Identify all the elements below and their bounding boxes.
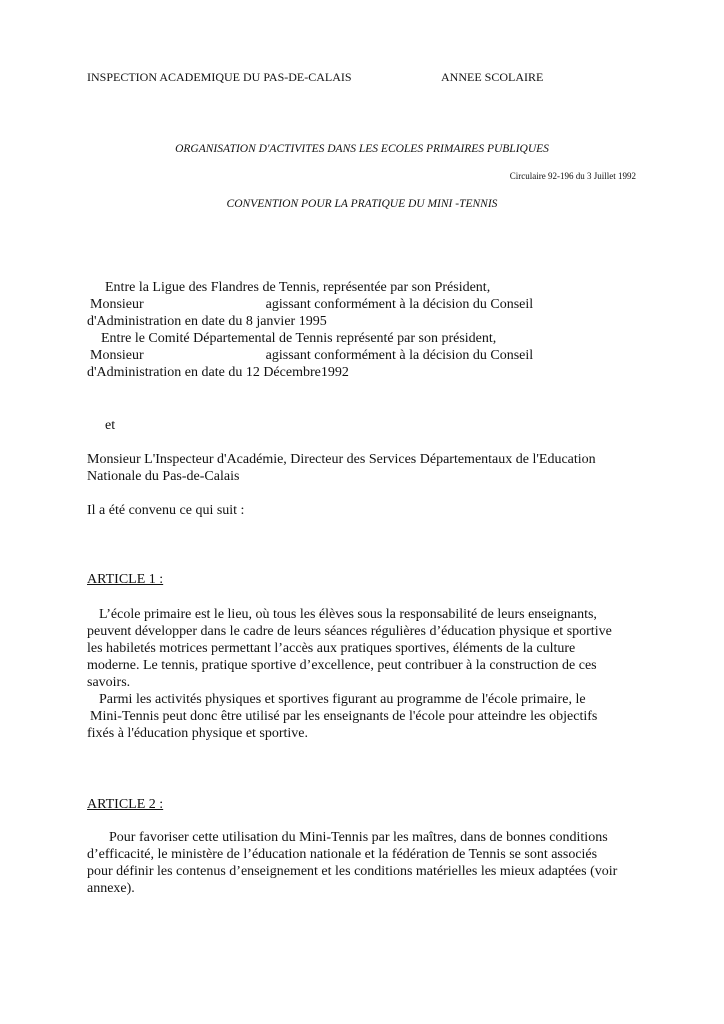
article1-body: [87, 606, 647, 742]
party-inspecteur: [87, 451, 647, 485]
party-ligue: [87, 279, 647, 381]
party-comite-line2: [87, 347, 647, 364]
party-ligue-line3: d'Administration en date du 8 janvier 1995: [87, 314, 327, 329]
et-text: et: [105, 418, 116, 433]
party-comite-line3: d'Administration en date du 12 Décembre1992: [87, 365, 349, 380]
party-inspecteur-line1: Monsieur L'Inspecteur d'Académie, Directeur des Services Départementaux de l'Education: [87, 452, 596, 467]
party-ligue-line1: Entre la Ligue des Flandres de Tennis, représentée par son Président,: [105, 280, 491, 295]
header-left: INSPECTION ACADEMIQUE DU PAS-DE-CALAIS: [87, 70, 352, 84]
agissant-text: agissant conformément à la décision du Conseil: [265, 348, 534, 363]
header-right: ANNEE SCOLAIRE: [441, 70, 544, 84]
article2-heading: ARTICLE 2 :: [87, 797, 164, 812]
article2-body: [87, 829, 647, 897]
article2-line: d’efficacité, le ministère de l’éducation nationale et la fédération de Tennis se sont associés: [87, 847, 598, 862]
party-ligue-line2: [87, 296, 647, 313]
article2-line: pour définir les contenus d’enseignement et les conditions matérielles les mieux adaptées (voir: [87, 864, 618, 879]
article1-line: moderne. Le tennis, pratique sportive d’excellence, peut contribuer à la construction de ces: [87, 658, 597, 673]
article1-line: savoirs.: [87, 675, 131, 690]
article1-heading: ARTICLE 1 :: [87, 572, 164, 587]
convention-title: CONVENTION POUR LA PRATIQUE DU MINI -TENNIS: [226, 198, 498, 210]
article1-line: peuvent développer dans le cadre de leurs séances régulières d’éducation physique et sportive: [87, 624, 612, 639]
party-comite-line1: Entre le Comité Départemental de Tennis représenté par son président,: [101, 331, 497, 346]
monsieur-label: Monsieur: [90, 297, 144, 312]
article1-line: fixés à l'éducation physique et sportive.: [87, 726, 309, 741]
party-inspecteur-line2: Nationale du Pas-de-Calais: [87, 469, 240, 484]
article2-line: Pour favoriser cette utilisation du Mini-Tennis par les maîtres, dans de bonnes conditions: [109, 830, 608, 845]
article2-line: annexe).: [87, 881, 135, 896]
article1-line: les habiletés motrices permettant l’accès aux pratiques sportives, éléments de la culture: [87, 641, 576, 656]
circulaire-reference: Circulaire 92-196 du 3 Juillet 1992: [509, 171, 636, 181]
convenu-text: Il a été convenu ce qui suit :: [87, 503, 245, 518]
article1-line: Parmi les activités physiques et sportives figurant au programme de l'école primaire, le: [99, 692, 586, 707]
agissant-text: agissant conformément à la décision du Conseil: [265, 297, 534, 312]
document-title: ORGANISATION D'ACTIVITES DANS LES ECOLES PRIMAIRES PUBLIQUES: [175, 143, 549, 155]
monsieur-label: Monsieur: [90, 348, 144, 363]
article1-line: Mini-Tennis peut donc être utilisé par les enseignants de l'école pour atteindre les objectifs: [90, 709, 598, 724]
article1-line: L’école primaire est le lieu, où tous les élèves sous la responsabilité de leurs enseignants,: [99, 607, 597, 622]
